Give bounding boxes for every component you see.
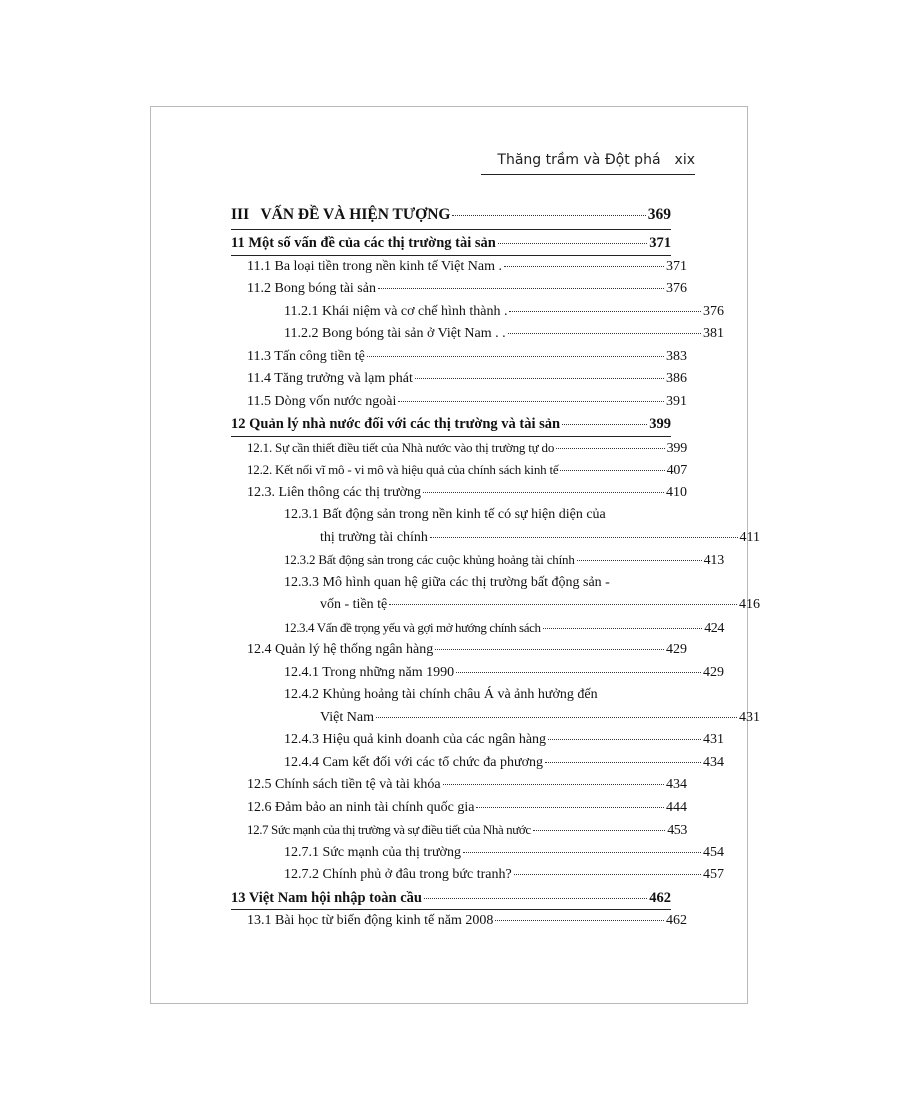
dot-leader <box>430 537 738 538</box>
dot-leader <box>543 628 703 629</box>
toc-section-entry <box>231 774 687 797</box>
toc-entry-page: 462 <box>666 913 687 928</box>
dot-leader <box>389 604 737 605</box>
toc-subsection-entry-line2 <box>231 527 760 550</box>
dot-leader <box>398 401 664 402</box>
table-of-contents <box>231 201 760 933</box>
toc-subsection-entry <box>231 662 724 685</box>
toc-subsection-entry <box>231 617 724 640</box>
toc-subsection-entry <box>231 864 724 887</box>
toc-entry-label: 12.4 Quản lý hệ thống ngân hàng <box>247 642 434 657</box>
toc-entry-label: 11.4 Tăng trưởng và lạm phát <box>247 371 413 386</box>
toc-entry-label: 12 Quản lý nhà nước đối với các thị trường và tài sản <box>231 416 561 432</box>
toc-section-entry <box>231 256 687 279</box>
toc-entry-page: 399 <box>666 440 687 456</box>
running-header-title: Thăng trầm và Đột phá <box>497 152 661 168</box>
toc-entry-label-continued: vốn - tiền tệ <box>320 597 388 612</box>
toc-subsection-entry-line1 <box>231 684 724 707</box>
dot-leader <box>415 378 664 379</box>
toc-chapter-entry <box>231 232 671 256</box>
toc-entry-label: 12.4.3 Hiệu quả kinh doanh của các ngân hàng <box>284 732 547 747</box>
toc-section-entry <box>231 482 687 505</box>
toc-entry-page: 434 <box>703 754 724 770</box>
toc-entry-label: 12.5 Chính sách tiền tệ và tài khóa <box>247 777 441 792</box>
toc-chapter-entry <box>231 413 671 437</box>
dot-leader <box>545 762 701 763</box>
toc-section-entry <box>231 346 687 369</box>
toc-entry-page: 371 <box>649 235 671 251</box>
toc-section-entry <box>231 368 687 391</box>
dot-leader <box>367 356 664 357</box>
toc-entry-label: 13 Việt Nam hội nhập toàn cầu <box>231 889 422 906</box>
toc-entry-label: 12.7.2 Chính phủ ở đâu trong bức tranh? <box>284 867 512 882</box>
toc-entry-page: 429 <box>703 664 724 680</box>
toc-entry-page: 381 <box>703 326 724 341</box>
toc-entry-label: 12.3.1 Bất động sản trong nền kinh tế có sự hiện diện của <box>284 507 606 522</box>
toc-subsection-entry <box>231 842 724 865</box>
toc-entry-label: 11.2.1 Khái niệm và cơ chế hình thành . <box>284 303 508 319</box>
dot-leader <box>548 739 701 740</box>
dot-leader <box>562 424 647 425</box>
toc-entry-label: 11.3 Tấn công tiền tệ <box>247 348 365 364</box>
toc-entry-label-continued: Việt Nam <box>320 709 374 725</box>
dot-leader <box>514 874 701 875</box>
toc-part-label: III VẤN ĐỀ VÀ HIỆN TƯỢNG <box>231 206 451 223</box>
dot-leader <box>435 649 664 650</box>
dot-leader <box>456 672 701 673</box>
toc-entry-page: 411 <box>739 529 760 545</box>
toc-entry-page: 431 <box>739 709 760 725</box>
toc-subsection-entry-line2 <box>231 707 760 730</box>
dot-leader <box>452 215 645 216</box>
toc-entry-label: 12.6 Đảm bảo an ninh tài chính quốc gia <box>247 799 475 815</box>
toc-entry-label-continued: thị trường tài chính <box>320 529 428 545</box>
dot-leader <box>378 288 664 289</box>
toc-entry-page: 386 <box>666 371 687 386</box>
toc-section-entry <box>231 797 687 820</box>
toc-entry-label: 12.3. Liên thông các thị trường <box>247 484 422 500</box>
toc-entry-label: 13.1 Bài học từ biến động kinh tế năm 2008 <box>247 913 494 928</box>
toc-entry-page: 444 <box>666 799 687 815</box>
toc-entry-page: 424 <box>704 620 724 636</box>
toc-entry-page: 454 <box>703 844 724 860</box>
dot-leader <box>560 470 664 471</box>
toc-entry-label: 11.5 Dòng vốn nước ngoài <box>247 393 397 409</box>
toc-entry-label: 11.2 Bong bóng tài sản <box>247 281 376 296</box>
dot-leader <box>443 784 664 785</box>
toc-subsection-entry <box>231 729 724 752</box>
toc-entry-label: 12.3.4 Vấn đề trọng yếu và gợi mở hướng chính sách <box>284 619 541 635</box>
dot-leader <box>424 898 647 899</box>
toc-entry-page: 407 <box>666 463 687 478</box>
toc-entry-page: 457 <box>703 867 724 882</box>
toc-entry-page: 431 <box>703 732 724 747</box>
toc-part-entry <box>231 201 671 230</box>
toc-entry-page: 413 <box>703 553 724 568</box>
toc-entry-page: 462 <box>649 889 671 906</box>
dot-leader <box>509 311 701 312</box>
dot-leader <box>577 560 702 561</box>
toc-section-entry <box>231 437 687 460</box>
toc-entry-label: 12.2. Kết nối vĩ mô - vi mô và hiệu quả của chính sách kinh tế <box>247 462 559 477</box>
dot-leader <box>476 807 664 808</box>
toc-entry-page: 434 <box>666 777 687 792</box>
dot-leader <box>504 266 664 267</box>
toc-subsection-entry-line2 <box>231 594 760 617</box>
toc-subsection-entry <box>231 323 724 346</box>
toc-entry-label: 12.7.1 Sức mạnh của thị trường <box>284 844 461 860</box>
toc-subsection-entry <box>231 301 724 324</box>
toc-section-entry <box>231 910 687 933</box>
toc-entry-label: 12.3.3 Mô hình quan hệ giữa các thị trường bất động sản - <box>284 574 610 590</box>
toc-section-entry <box>231 459 687 482</box>
dot-leader <box>508 333 701 334</box>
toc-entry-label: 12.4.4 Cam kết đối với các tổ chức đa phương <box>284 754 543 770</box>
toc-subsection-entry <box>231 752 724 775</box>
dot-leader <box>533 830 665 831</box>
toc-section-entry <box>231 391 687 414</box>
toc-entry-label: 12.7 Sức mạnh của thị trường và sự điều tiết của Nhà nước <box>247 822 531 837</box>
toc-subsection-entry <box>231 549 724 572</box>
toc-subsection-entry-line1 <box>231 504 724 527</box>
toc-entry-label: 12.4.2 Khủng hoảng tài chính châu Á và ảnh hưởng đến <box>284 687 598 702</box>
toc-entry-page: 429 <box>666 642 687 657</box>
toc-entry-label: 12.1. Sự cần thiết điều tiết của Nhà nước vào thị trường tự do <box>247 439 555 455</box>
toc-entry-page: 376 <box>703 303 724 319</box>
toc-section-entry <box>231 639 687 662</box>
toc-entry-label: 11.2.2 Bong bóng tài sản ở Việt Nam . . <box>284 326 506 341</box>
dot-leader <box>556 448 664 449</box>
toc-entry-label: 12.3.2 Bất động sản trong các cuộc khủng hoảng tài chính <box>284 552 575 567</box>
dot-leader <box>376 717 737 718</box>
dot-leader <box>463 852 701 853</box>
book-page <box>150 106 760 1004</box>
toc-entry-page: 391 <box>666 393 687 409</box>
toc-section-entry <box>231 278 687 301</box>
toc-entry-page: 371 <box>666 258 687 274</box>
toc-entry-page: 416 <box>739 597 760 612</box>
toc-chapter-entry <box>231 887 671 911</box>
toc-entry-page: 410 <box>666 484 687 500</box>
running-header <box>481 151 695 175</box>
toc-entry-label: 11.1 Ba loại tiền trong nền kinh tế Việt Nam . <box>247 258 503 274</box>
running-header-page-number: xix <box>674 152 695 168</box>
dot-leader <box>495 920 664 921</box>
dot-leader <box>423 492 664 493</box>
toc-entry-page: 453 <box>667 823 687 838</box>
toc-part-page: 369 <box>647 206 671 223</box>
toc-entry-page: 383 <box>666 348 687 364</box>
toc-entry-page: 376 <box>666 281 687 296</box>
toc-section-entry <box>231 819 687 842</box>
dot-leader <box>498 243 647 244</box>
toc-subsection-entry-line1 <box>231 572 724 595</box>
toc-entry-page: 399 <box>649 416 671 432</box>
toc-entry-label: 12.4.1 Trong những năm 1990 <box>284 664 455 680</box>
toc-entry-label: 11 Một số vấn đề của các thị trường tài sản <box>231 235 496 251</box>
